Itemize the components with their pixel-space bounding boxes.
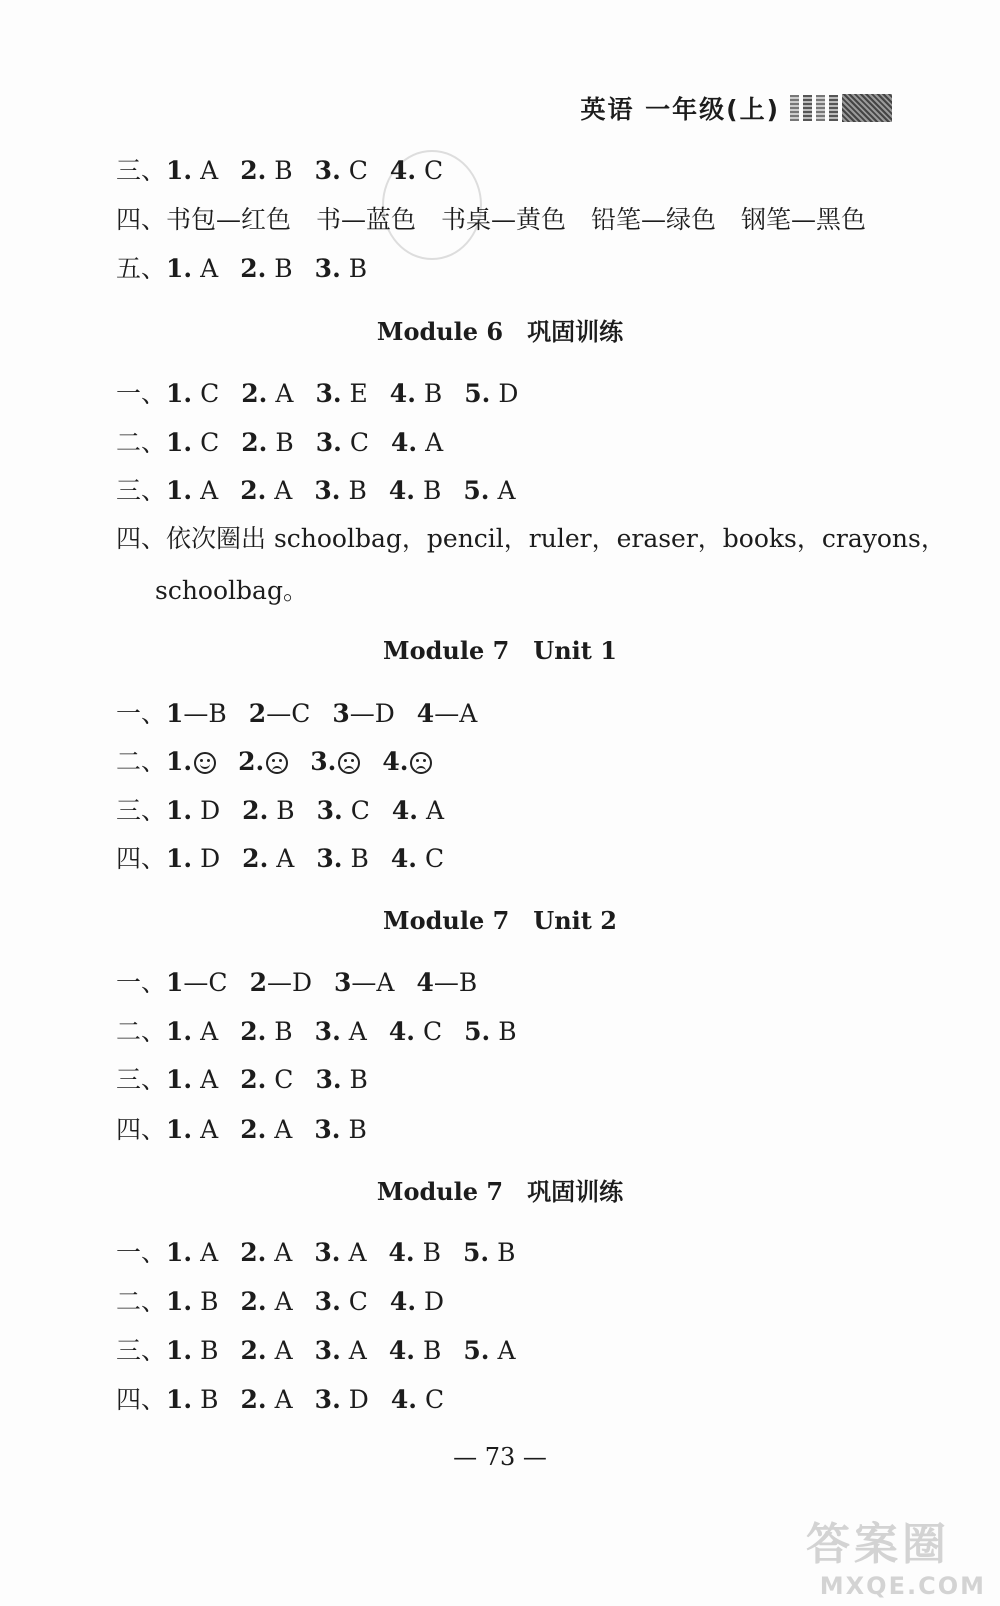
answer-item: 1. C xyxy=(166,428,220,457)
answer-item: 3. B xyxy=(315,1065,368,1094)
question-number: 二、 xyxy=(116,747,167,776)
answer-item: 5. A xyxy=(463,1336,516,1365)
answer-item: 3. B xyxy=(314,1115,367,1144)
answer-item: 1. xyxy=(166,747,216,776)
answer-line: 四、依次圈出 schoolbag，pencil，ruler，eraser，books，crayons， xyxy=(116,524,946,553)
answer-line xyxy=(116,1236,516,1270)
answer-item: 2. B xyxy=(242,796,295,825)
answer-item: 4. A xyxy=(391,796,445,825)
sad-face-icon xyxy=(410,752,432,774)
answer-item: 3. A xyxy=(314,1017,367,1046)
answer-line xyxy=(116,474,516,508)
answer-item: 1. A xyxy=(166,1065,219,1094)
question-number: 三、 xyxy=(116,1065,167,1094)
answer-item: 2. B xyxy=(240,156,293,185)
answer-item: 5. B xyxy=(463,1238,516,1267)
answer-item: 1. A xyxy=(166,254,219,283)
answer-item: 1. A xyxy=(166,1017,219,1046)
section-heading: Module 7 Unit 2 xyxy=(383,906,617,935)
answer-line xyxy=(116,745,432,779)
answer-item: 3. xyxy=(310,747,360,776)
answer-line xyxy=(116,426,443,460)
answer-item: 3. A xyxy=(314,1336,367,1365)
answer-line xyxy=(116,1383,444,1417)
question-number: 一、 xyxy=(116,379,167,408)
answer-item: 2—D xyxy=(249,968,313,997)
answer-item: 3. D xyxy=(314,1385,369,1414)
header-title: 英语 一年级(上) xyxy=(580,95,780,124)
answer-item: 2. A xyxy=(240,1287,293,1316)
answer-line xyxy=(116,377,518,411)
question-number: 一、 xyxy=(116,968,167,997)
answer-item: 4. B xyxy=(388,1336,442,1365)
answer-item: 3. B xyxy=(316,844,369,873)
question-number: 五、 xyxy=(116,254,167,283)
answer-item: 4. B xyxy=(388,1238,442,1267)
answer-item: 4. C xyxy=(390,844,445,873)
sad-face-icon xyxy=(266,752,288,774)
question-number: 三、 xyxy=(116,796,167,825)
answer-line: 四、书包—红色 书—蓝色 书桌—黄色 铅笔—绿色 钢笔—黑色 xyxy=(116,205,867,234)
answer-item: 2. B xyxy=(241,428,294,457)
page-number: — 73 — xyxy=(453,1443,547,1471)
answer-item: 4. C xyxy=(388,1017,443,1046)
answer-item: 1. A xyxy=(166,1238,219,1267)
answer-line xyxy=(116,1063,368,1097)
question-number: 二、 xyxy=(116,428,167,457)
answer-line xyxy=(116,966,477,1000)
question-number: 二、 xyxy=(116,1017,167,1046)
page-header xyxy=(580,88,892,128)
answer-item: 1. A xyxy=(166,476,219,505)
answer-item: 3. C xyxy=(315,428,369,457)
section-heading: Module 7 Unit 1 xyxy=(383,636,617,665)
answer-item: 5. A xyxy=(463,476,516,505)
answer-item: 1. B xyxy=(166,1287,219,1316)
answer-item: 4. xyxy=(382,747,432,776)
answer-item: 3. A xyxy=(314,1238,367,1267)
answer-item: 2. A xyxy=(242,844,295,873)
answer-line xyxy=(116,1015,517,1049)
answer-item: 4. B xyxy=(388,476,442,505)
answer-item: 1—C xyxy=(166,968,228,997)
question-number: 三、 xyxy=(116,156,167,185)
answer-line xyxy=(116,252,367,286)
answer-item: 2. A xyxy=(240,1238,293,1267)
answer-item: 1. C xyxy=(166,379,220,408)
answer-item: 4. C xyxy=(389,156,444,185)
watermark-logo: 答案圈 MXQE.COM xyxy=(806,1519,986,1600)
answer-item: 1. A xyxy=(166,156,219,185)
question-number: 四、 xyxy=(116,844,167,873)
answer-item: 2. A xyxy=(241,379,294,408)
header-decoration xyxy=(790,94,892,122)
question-number: 一、 xyxy=(116,1238,167,1267)
section-heading: Module 6 巩固训练 xyxy=(376,317,624,346)
answer-item: 2. A xyxy=(240,1336,293,1365)
answer-item: 3. B xyxy=(314,476,367,505)
answer-item: 3—D xyxy=(332,699,395,728)
answer-item: 3. C xyxy=(314,1287,368,1316)
answer-item: 4. C xyxy=(390,1385,445,1414)
answer-item: 2. A xyxy=(240,1115,293,1144)
answer-item: 1. B xyxy=(166,1336,219,1365)
answer-item: 3. C xyxy=(316,796,370,825)
answer-item: 2. B xyxy=(240,1017,293,1046)
section-heading: Module 7 巩固训练 xyxy=(376,1177,624,1206)
answer-item: 2. A xyxy=(240,476,293,505)
answer-item: 1. A xyxy=(166,1115,219,1144)
answer-item: 2. C xyxy=(240,1065,294,1094)
question-number: 一、 xyxy=(116,699,167,728)
answer-item: 5. B xyxy=(464,1017,517,1046)
answer-line xyxy=(116,154,443,188)
answer-item: 1. B xyxy=(166,1385,219,1414)
answer-line xyxy=(116,794,444,828)
answer-item: 4. A xyxy=(391,428,444,457)
answer-item: 3. C xyxy=(314,156,368,185)
answer-item: 2. A xyxy=(240,1385,293,1414)
question-number: 四、 xyxy=(116,1385,167,1414)
answer-item: 2. B xyxy=(240,254,293,283)
answer-line xyxy=(116,1334,516,1368)
smiley-face-icon xyxy=(194,752,216,774)
answer-item: 1. D xyxy=(166,796,221,825)
answer-item: 1. D xyxy=(166,844,221,873)
question-number: 四、 xyxy=(116,1115,167,1144)
answer-item: 3. B xyxy=(314,254,368,283)
answer-item: 2—C xyxy=(248,699,311,728)
question-number: 三、 xyxy=(116,1336,167,1365)
answer-item: 4. D xyxy=(389,1287,445,1316)
answer-line xyxy=(116,842,444,876)
answer-item: 2. xyxy=(238,747,288,776)
answer-item: 3—A xyxy=(334,968,395,997)
question-number: 三、 xyxy=(116,476,167,505)
answer-line xyxy=(116,1113,367,1147)
question-number: 二、 xyxy=(116,1287,167,1316)
answer-line: schoolbag。 xyxy=(155,576,308,605)
answer-item: 4—B xyxy=(416,968,478,997)
answer-item: 4. B xyxy=(389,379,443,408)
answer-line xyxy=(116,697,477,731)
sad-face-icon xyxy=(338,752,360,774)
answer-item: 5. D xyxy=(464,379,519,408)
answer-item: 3. E xyxy=(315,379,368,408)
answer-item: 1—B xyxy=(166,699,227,728)
answer-item: 4—A xyxy=(416,699,478,728)
answer-line xyxy=(116,1285,444,1319)
